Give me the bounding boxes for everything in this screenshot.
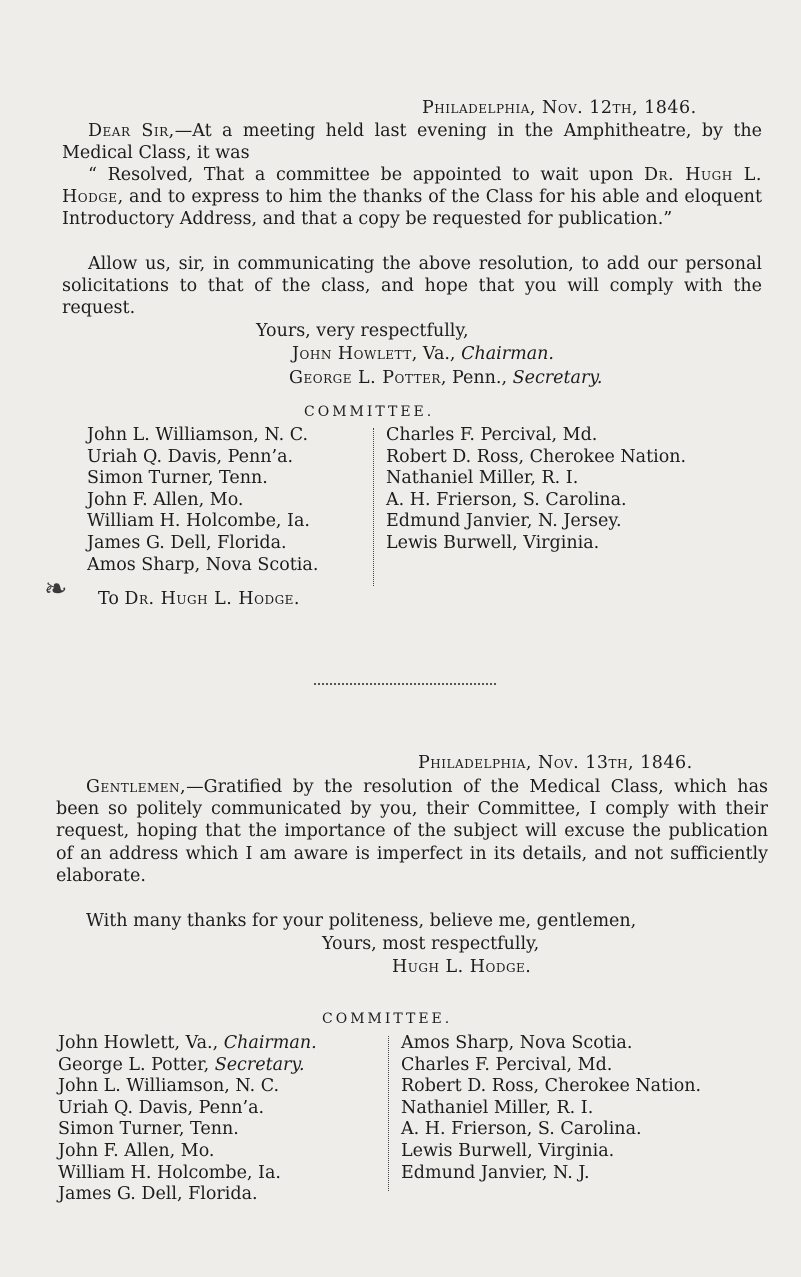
letter1-committee-right	[386, 425, 686, 555]
committee-member: A. H. Frierson, S. Carolina.	[401, 1119, 642, 1140]
chairman-title: Chairman.	[461, 344, 554, 364]
member-name: John L. Williamson, N. C.	[58, 1076, 280, 1097]
letter1-closing: Yours, very respectfully,	[256, 321, 469, 341]
member-name: Simon Turner, Tenn.	[58, 1119, 239, 1140]
member-name: James G. Dell, Florida.	[58, 1184, 258, 1205]
committee-member: John F. Allen, Mo.	[87, 489, 244, 510]
secretary-name: George L. Potter	[289, 368, 441, 388]
committee-member	[58, 1119, 317, 1141]
committee-member	[58, 1076, 317, 1098]
committee-member: Amos Sharp, Nova Scotia.	[87, 554, 319, 575]
committee-member	[58, 1098, 317, 1120]
letter2-body-text: —Gratified by the resolution of the Medical Class, which has been so politely communicated by you, their Committee, I comply with their request, hoping that the importance of the subject will excuse the publication of an address which I am aware is imperfect in its details, and not sufficiently elaborate.	[56, 777, 768, 886]
committee-member	[58, 1184, 317, 1206]
letter2-thanks: With many thanks for your politeness, believe me, gentlemen,	[86, 911, 637, 931]
member-name: John Howlett, Va.,	[58, 1033, 224, 1053]
letter1-dateline: Philadelphia, Nov. 12th, 1846.	[422, 98, 697, 118]
committee-member: Lewis Burwell, Virginia.	[386, 532, 600, 553]
committee-member: Simon Turner, Tenn.	[87, 468, 268, 489]
committee-member: John L. Williamson, N. C.	[87, 425, 309, 445]
resolution-name: Dr. Hugh L. Hodge	[62, 165, 762, 208]
letter2-committee-heading: COMMITTEE.	[322, 1011, 453, 1027]
member-name: William H. Holcombe, Ia.	[58, 1162, 281, 1183]
chairman-place: , Va.,	[411, 344, 462, 364]
chairman-name: John Howlett	[292, 344, 412, 364]
letter1-body-intro: —At a meeting held last evening in the Amphitheatre, by the Medical Class, it was	[62, 121, 762, 164]
letter2-committee-right	[401, 1033, 701, 1184]
committee-member: Nathaniel Miller, R. I.	[386, 468, 579, 489]
secretary-title: Secretary.	[512, 368, 603, 388]
committee-member	[58, 1033, 317, 1055]
committee-member: Robert D. Ross, Cherokee Nation.	[386, 446, 687, 467]
letter2-body	[56, 776, 768, 887]
letter1-salutation: Dear Sir,	[88, 121, 175, 141]
letter2-committee-left	[58, 1033, 317, 1206]
committee-member: Uriah Q. Davis, Penn’a.	[87, 446, 294, 467]
committee-member: Charles F. Percival, Md.	[401, 1054, 613, 1075]
letter1-intro	[62, 120, 762, 164]
secretary-place: , Penn.,	[440, 368, 513, 388]
letter1-chairman	[292, 343, 554, 365]
committee-brace	[373, 428, 374, 586]
member-title: Chairman.	[223, 1033, 317, 1053]
addressee: Dr. Hugh L. Hodge.	[124, 589, 300, 609]
letter2-closing: Yours, most respectfully,	[322, 934, 540, 954]
member-name: Uriah Q. Davis, Penn’a.	[58, 1097, 265, 1118]
committee-member: Edmund Janvier, N. J.	[401, 1162, 590, 1183]
resolution-text-b: , and to express to him the thanks of the Class for his able and eloquent Introductory Address, and that a copy be requested for publication.”	[62, 187, 762, 230]
resolution-text-a: “ Resolved, That a committee be appointed to wait upon	[88, 165, 644, 185]
member-title: Secretary.	[214, 1054, 305, 1075]
letter2-salutation: Gentlemen,	[86, 777, 187, 797]
letter1-committee-heading: COMMITTEE.	[304, 404, 435, 420]
addressee-prefix: To	[98, 589, 125, 609]
library-stamp-icon: ❧	[44, 572, 68, 605]
committee-member: Edmund Janvier, N. Jersey.	[386, 511, 622, 532]
committee-member: William H. Holcombe, Ia.	[87, 511, 310, 532]
letter2-signature: Hugh L. Hodge.	[392, 957, 532, 977]
committee-member	[58, 1055, 317, 1077]
committee-member	[58, 1163, 317, 1185]
letter1-request: Allow us, sir, in communicating the above resolution, to add our personal solicitations to that of the class, and hope that you will comply with the request.	[62, 254, 762, 319]
committee-member: Robert D. Ross, Cherokee Nation.	[401, 1076, 702, 1097]
committee-member: A. H. Frierson, S. Carolina.	[386, 489, 627, 510]
committee-member: James G. Dell, Florida.	[87, 532, 287, 553]
committee-member: Lewis Burwell, Virginia.	[401, 1140, 615, 1161]
letter1-resolution	[62, 164, 762, 231]
letter1-addressee-line	[98, 588, 300, 610]
member-name: George L. Potter,	[58, 1054, 215, 1075]
letter1-committee-left	[87, 425, 318, 576]
committee-member: Amos Sharp, Nova Scotia.	[401, 1033, 633, 1053]
committee-member	[58, 1141, 317, 1163]
letter1-secretary	[289, 367, 602, 389]
letter2-dateline: Philadelphia, Nov. 13th, 1846.	[418, 753, 693, 773]
section-divider	[314, 683, 496, 685]
committee-member: Charles F. Percival, Md.	[386, 425, 598, 445]
member-name: John F. Allen, Mo.	[58, 1140, 215, 1161]
committee-member: Nathaniel Miller, R. I.	[401, 1097, 594, 1118]
committee-brace	[388, 1036, 389, 1191]
